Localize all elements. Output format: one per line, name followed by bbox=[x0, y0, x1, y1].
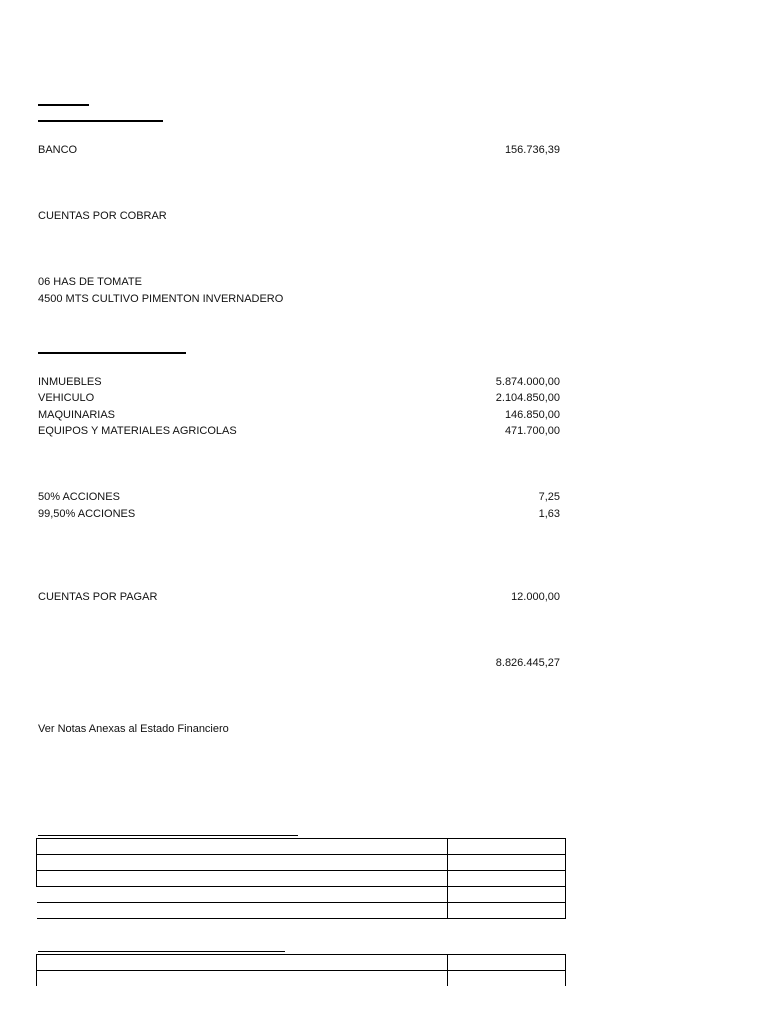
activo-inmuebles-label: INMUEBLES bbox=[38, 376, 102, 388]
table-cell bbox=[448, 955, 566, 971]
table-cell bbox=[448, 903, 566, 919]
table-cell bbox=[37, 871, 448, 887]
table-row bbox=[37, 839, 566, 855]
signature-table-1 bbox=[36, 838, 566, 919]
total-amount: 8.826.445,27 bbox=[495, 657, 560, 669]
activo-equipos-amount: 471.700,00 bbox=[504, 425, 560, 437]
signature-line-1 bbox=[38, 835, 298, 836]
acciones-99-amount: 1,63 bbox=[538, 508, 560, 520]
table-cell bbox=[37, 971, 448, 987]
cuentas-pagar-amount: 12.000,00 bbox=[511, 591, 560, 603]
table-cell bbox=[37, 839, 448, 855]
table-row bbox=[37, 955, 566, 971]
acciones-99-label: 99,50% ACCIONES bbox=[38, 508, 136, 520]
section-underline-activos bbox=[38, 352, 186, 354]
header-underline-long bbox=[38, 120, 163, 122]
table-cell bbox=[448, 887, 566, 903]
table-cell bbox=[37, 887, 448, 903]
activo-maquinarias-label: MAQUINARIAS bbox=[38, 409, 116, 421]
activo-vehiculo-amount: 2.104.850,00 bbox=[495, 392, 560, 404]
notes-reference: Ver Notas Anexas al Estado Financiero bbox=[38, 723, 229, 735]
activo-equipos-label: EQUIPOS Y MATERIALES AGRICOLAS bbox=[38, 425, 237, 437]
table-row bbox=[37, 971, 566, 987]
table-cell bbox=[37, 855, 448, 871]
activo-inmuebles-amount: 5.874.000,00 bbox=[495, 376, 560, 388]
header-underline-short bbox=[38, 104, 89, 106]
cuentas-cobrar-label: CUENTAS POR COBRAR bbox=[38, 210, 167, 222]
acciones-50-amount: 7,25 bbox=[538, 491, 560, 503]
table-cell bbox=[448, 855, 566, 871]
banco-amount: 156.736,39 bbox=[504, 144, 560, 156]
table-cell bbox=[448, 971, 566, 987]
cultivo-pimenton-label: 4500 MTS CULTIVO PIMENTON INVERNADERO bbox=[38, 293, 284, 305]
cuentas-pagar-label: CUENTAS POR PAGAR bbox=[38, 591, 158, 603]
table-row bbox=[37, 871, 566, 887]
table-row bbox=[37, 855, 566, 871]
table-row bbox=[37, 903, 566, 919]
table-cell bbox=[37, 955, 448, 971]
signature-table-2 bbox=[36, 954, 566, 986]
acciones-50-label: 50% ACCIONES bbox=[38, 491, 120, 503]
table-cell bbox=[448, 871, 566, 887]
banco-label: BANCO bbox=[38, 144, 78, 156]
table-row bbox=[37, 887, 566, 903]
table-cell bbox=[448, 839, 566, 855]
signature-line-2 bbox=[38, 951, 285, 952]
table-cell bbox=[37, 903, 448, 919]
activo-vehiculo-label: VEHICULO bbox=[38, 392, 95, 404]
cultivo-tomate-label: 06 HAS DE TOMATE bbox=[38, 276, 142, 288]
activo-maquinarias-amount: 146.850,00 bbox=[504, 409, 560, 421]
